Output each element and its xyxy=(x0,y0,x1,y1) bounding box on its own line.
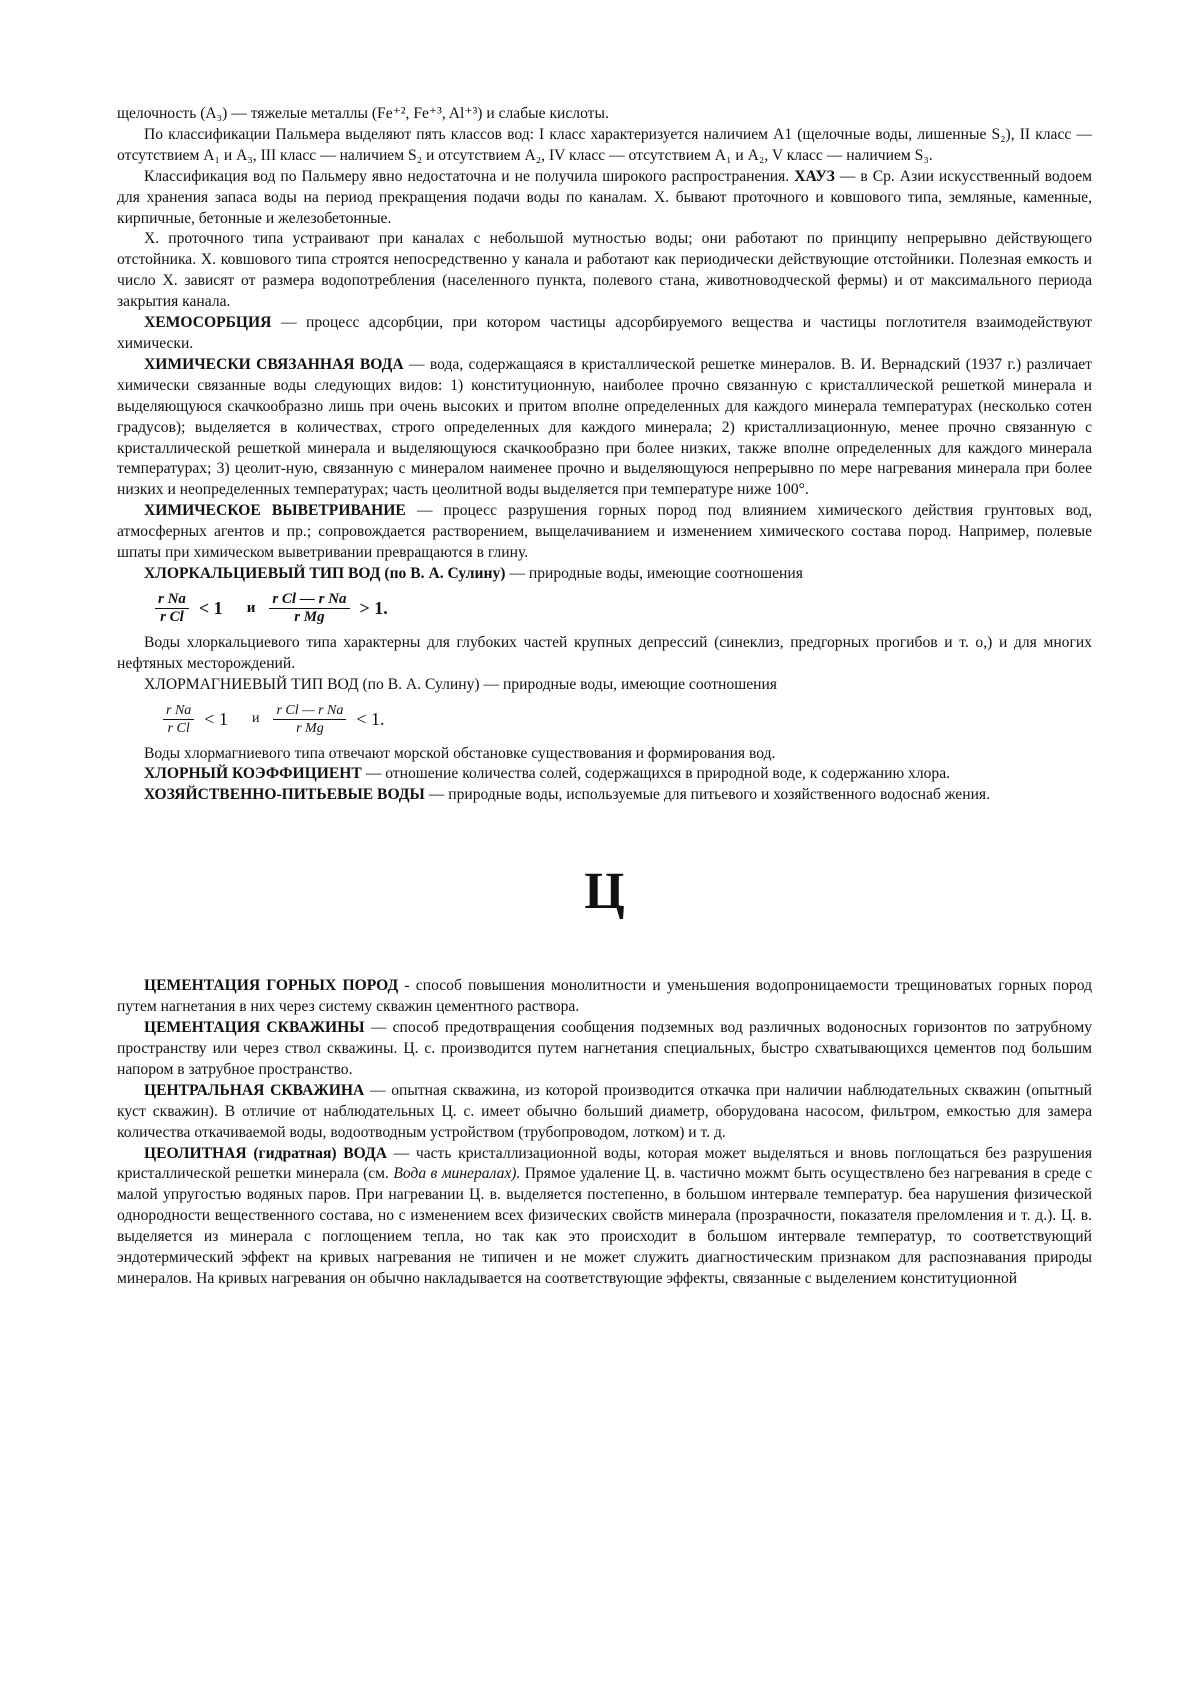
formula-conjunction: и xyxy=(251,711,260,727)
cross-reference: Вода в минералах). xyxy=(393,1165,521,1183)
entry-definition-continued: Прямое удаление Ц. в. частично можмт быть осуществлено без нагревания в среде с малой упругостью водяных паров. При нагревании Ц. в. выделяется постепенно, в большом интервале температур. беа нарушения физической однородности вещественного состава, но с изменением всех физических свойств минерала (прозрачности, показателя преломления и т. д.). Ц. в. выделяется из минерала с поглощением тепла, но так как это происходит в большом интервале температур, то соответствующий эндотермический эффект на кривых нагревания не типичен и не может служить диагностическим признаком для распознавания природы минералов. На кривых нагревания он обычно накладывается на соответствующие эффекты, связанные с выделением конституционной xyxy=(117,1165,1093,1287)
fraction xyxy=(269,591,349,626)
entry-term: ЦЕОЛИТНАЯ (гидратная) ВОДА xyxy=(144,1144,387,1162)
entry-term: ХОЗЯЙСТВЕННО-ПИТЬЕВЫЕ ВОДЫ xyxy=(144,786,425,804)
entry-definition: — способ предотвращения сообщения подземных вод различных водоносных горизонтов по затрубному пространству или через ствол скважины. Ц. с. производится путем нагнетания специальных, быстро схватывающихся цементов под большим напором в затрубное пространство. xyxy=(117,1019,1092,1078)
entry xyxy=(117,1144,1092,1290)
document-page xyxy=(117,104,1092,1290)
fraction-numerator: r Na xyxy=(155,591,189,609)
paragraph: Воды хлормагниевого типа отвечают морской обстановке существования и формирования вод. xyxy=(144,744,776,762)
entry xyxy=(117,976,1092,1018)
fraction xyxy=(155,591,189,626)
paragraph: Воды хлоркальциевого типа характерны для глубоких частей крупных депрессий (синеклиз, предгорных прогибов и т. о,) и для многих нефтяных месторождений. xyxy=(117,633,1092,672)
entry-definition: — процесс адсорбции, при котором частицы адсорбируемого вещества и частицы поглотителя взаимодействуют химически. xyxy=(117,314,1092,352)
paragraph: щелочность (A₃) — тяжелые металлы (Fe⁺², Fe⁺³, Al⁺³) и слабые кислоты. xyxy=(117,105,609,122)
entry xyxy=(117,1081,1092,1144)
fraction-denominator: r Cl xyxy=(167,721,190,737)
entry-definition: — природные воды, имеющие соотношения xyxy=(505,564,803,582)
entry-term: ЦЕМЕНТАЦИЯ СКВАЖИНЫ xyxy=(144,1019,365,1037)
section-letter-heading: Ц xyxy=(584,863,625,921)
paragraph: ХЛОРМАГНИЕВЫЙ ТИП ВОД (по В. А. Сулину) — природные воды, имеющие соотношения xyxy=(144,675,777,693)
entry-term: ХЛОРКАЛЬЦИЕВЫЙ ТИП ВОД (по В. А. Сулину) xyxy=(144,564,506,582)
entry-term: ХИМИЧЕСКИ СВЯЗАННАЯ ВОДА xyxy=(144,355,404,373)
entry-definition: — вода, содержащаяся в кристаллической решетке минералов. В. И. Вернадский (1937 г.) различает химически связанные воды следующих видов: 1) конституционную, наиболее прочно связанную с кристаллической решеткой минерала и выделяющуюся скачкообразно лишь при очень высоких и притом вполне определенных для каждого минерала температурах (несколько сотен градусов); выделяется в количествах, строго определенных для каждого минерала; 2) кристаллизационную, менее прочно связанную с кристаллической решеткой минерала и выделяющуюся скачкообразно при более низких, также вполне определенных для каждого минерала температурах; 3) цеолит-ную, связанную с минералом наименее прочно и выделяющуюся непрерывно по мере нагревания минерала при более низких и неопределенных температурах; часть цеолитной воды выделяется при температуре ниже 100°. xyxy=(117,355,1092,499)
entry-term: ХАУЗ xyxy=(794,167,835,185)
entry-term: ХЛОРНЫЙ КОЭФФИЦИЕНТ xyxy=(144,765,362,783)
entry xyxy=(117,355,1092,501)
fraction-denominator: r Mg xyxy=(294,609,325,626)
entry xyxy=(117,764,1092,785)
fraction-denominator: r Cl xyxy=(160,609,184,626)
paragraph-text: Классификация вод по Пальмеру явно недостаточна и не получила широкого распространения. xyxy=(144,167,795,185)
fraction-numerator: r Cl — r Na xyxy=(273,702,346,720)
fraction xyxy=(163,702,194,737)
entry-definition: — опытная скважина, из которой производится откачка при наличии наблюдательных скважин (опытный куст скважин). В отличие от наблюдательных Ц. с. имеет обычно больший диаметр, оборудована насосом, фильтром, емкостью для замера количества откачиваемой воды, водоотводным устройством (трубопроводом, лотком) и т. д. xyxy=(117,1081,1092,1141)
entry-definition: — часть кристаллизационной воды, которая может выделяться и вновь поглощаться без разрушения кристаллической решетки минерала (см. xyxy=(117,1144,1092,1183)
entry-term: ЦЕНТРАЛЬНАЯ СКВАЖИНА xyxy=(144,1081,365,1099)
fraction-numerator: r Na xyxy=(163,702,194,720)
entry-definition: — природные воды, используемые для питьевого и хозяйственного водоснаб жения. xyxy=(424,786,990,804)
entry-term: ХЕМОСОРБЦИЯ xyxy=(144,314,272,332)
entry-definition: — отношение количества солей, содержащихся в природной воде, к содержанию хлора. xyxy=(361,765,951,783)
paragraph: По классификации Пальмера выделяют пять классов вод: I класс характеризуется наличием A1 (щелочные воды, лишенные S₂), II класс — отсутствием A₁ и A₃, III класс — наличием S₂ и отсутствием A₂, IV класс — отсутствием A₁ и A₂, V класс — наличием S₃. xyxy=(117,125,1092,164)
entry xyxy=(117,501,1092,564)
formula-chlormagnesium xyxy=(163,698,1092,742)
paragraph xyxy=(117,167,1092,230)
fraction xyxy=(273,702,346,737)
entry-definition: - способ повышения монолитности и уменьшения водопроницаемости трещиноватых горных пород путем нагнетания в них через систему скважин цементного раствора. xyxy=(117,977,1093,1016)
entry-definition: — в Ср. Азии искусственный водоем для хранения запаса воды на период прекращения подачи воды по каналам. Х. бывают проточного и ковшового типа, земляные, каменные, кирпичные, бетонные и железобетонные. xyxy=(117,167,1092,227)
entry-term: ХИМИЧЕСКОЕ ВЫВЕТРИВАНИЕ xyxy=(144,502,406,520)
entry-term: ЦЕМЕНТАЦИЯ ГОРНЫХ ПОРОД xyxy=(144,977,399,995)
entry xyxy=(117,1018,1092,1081)
entry xyxy=(117,785,1092,806)
formula-operator: < 1 xyxy=(204,709,228,730)
formula-operator: > 1. xyxy=(359,598,388,619)
formula-operator: < 1. xyxy=(356,709,385,730)
fraction-denominator: r Mg xyxy=(296,721,324,737)
paragraph: Х. проточного типа устраивают при каналах с небольшой мутностью воды; они работают по принципу непрерывно действующего отстойника. Х. ковшового типа строятся непосредственно у канала и работают как периодически действующие отстойники. Полезная емкость и число Х. зависят от размера водопотребления (населенного пункта, полевого стана, животноводческой фермы) и от максимального периода закрытия канала. xyxy=(117,230,1092,311)
fraction-numerator: r Cl — r Na xyxy=(269,591,349,609)
entry-definition: — процесс разрушения горных пород под влиянием химического действия грунтовых вод, атмосферных агентов и пр.; сопровождается растворением, выщелачиванием и изменением химического состава пород. Например, полевые шпаты при химическом выветривании превращаются в глину. xyxy=(117,502,1092,562)
formula-conjunction: и xyxy=(246,600,256,617)
formula-chlorcalcium xyxy=(155,587,1092,631)
entry xyxy=(117,564,1092,585)
formula-operator: < 1 xyxy=(198,598,223,619)
entry xyxy=(117,313,1092,355)
